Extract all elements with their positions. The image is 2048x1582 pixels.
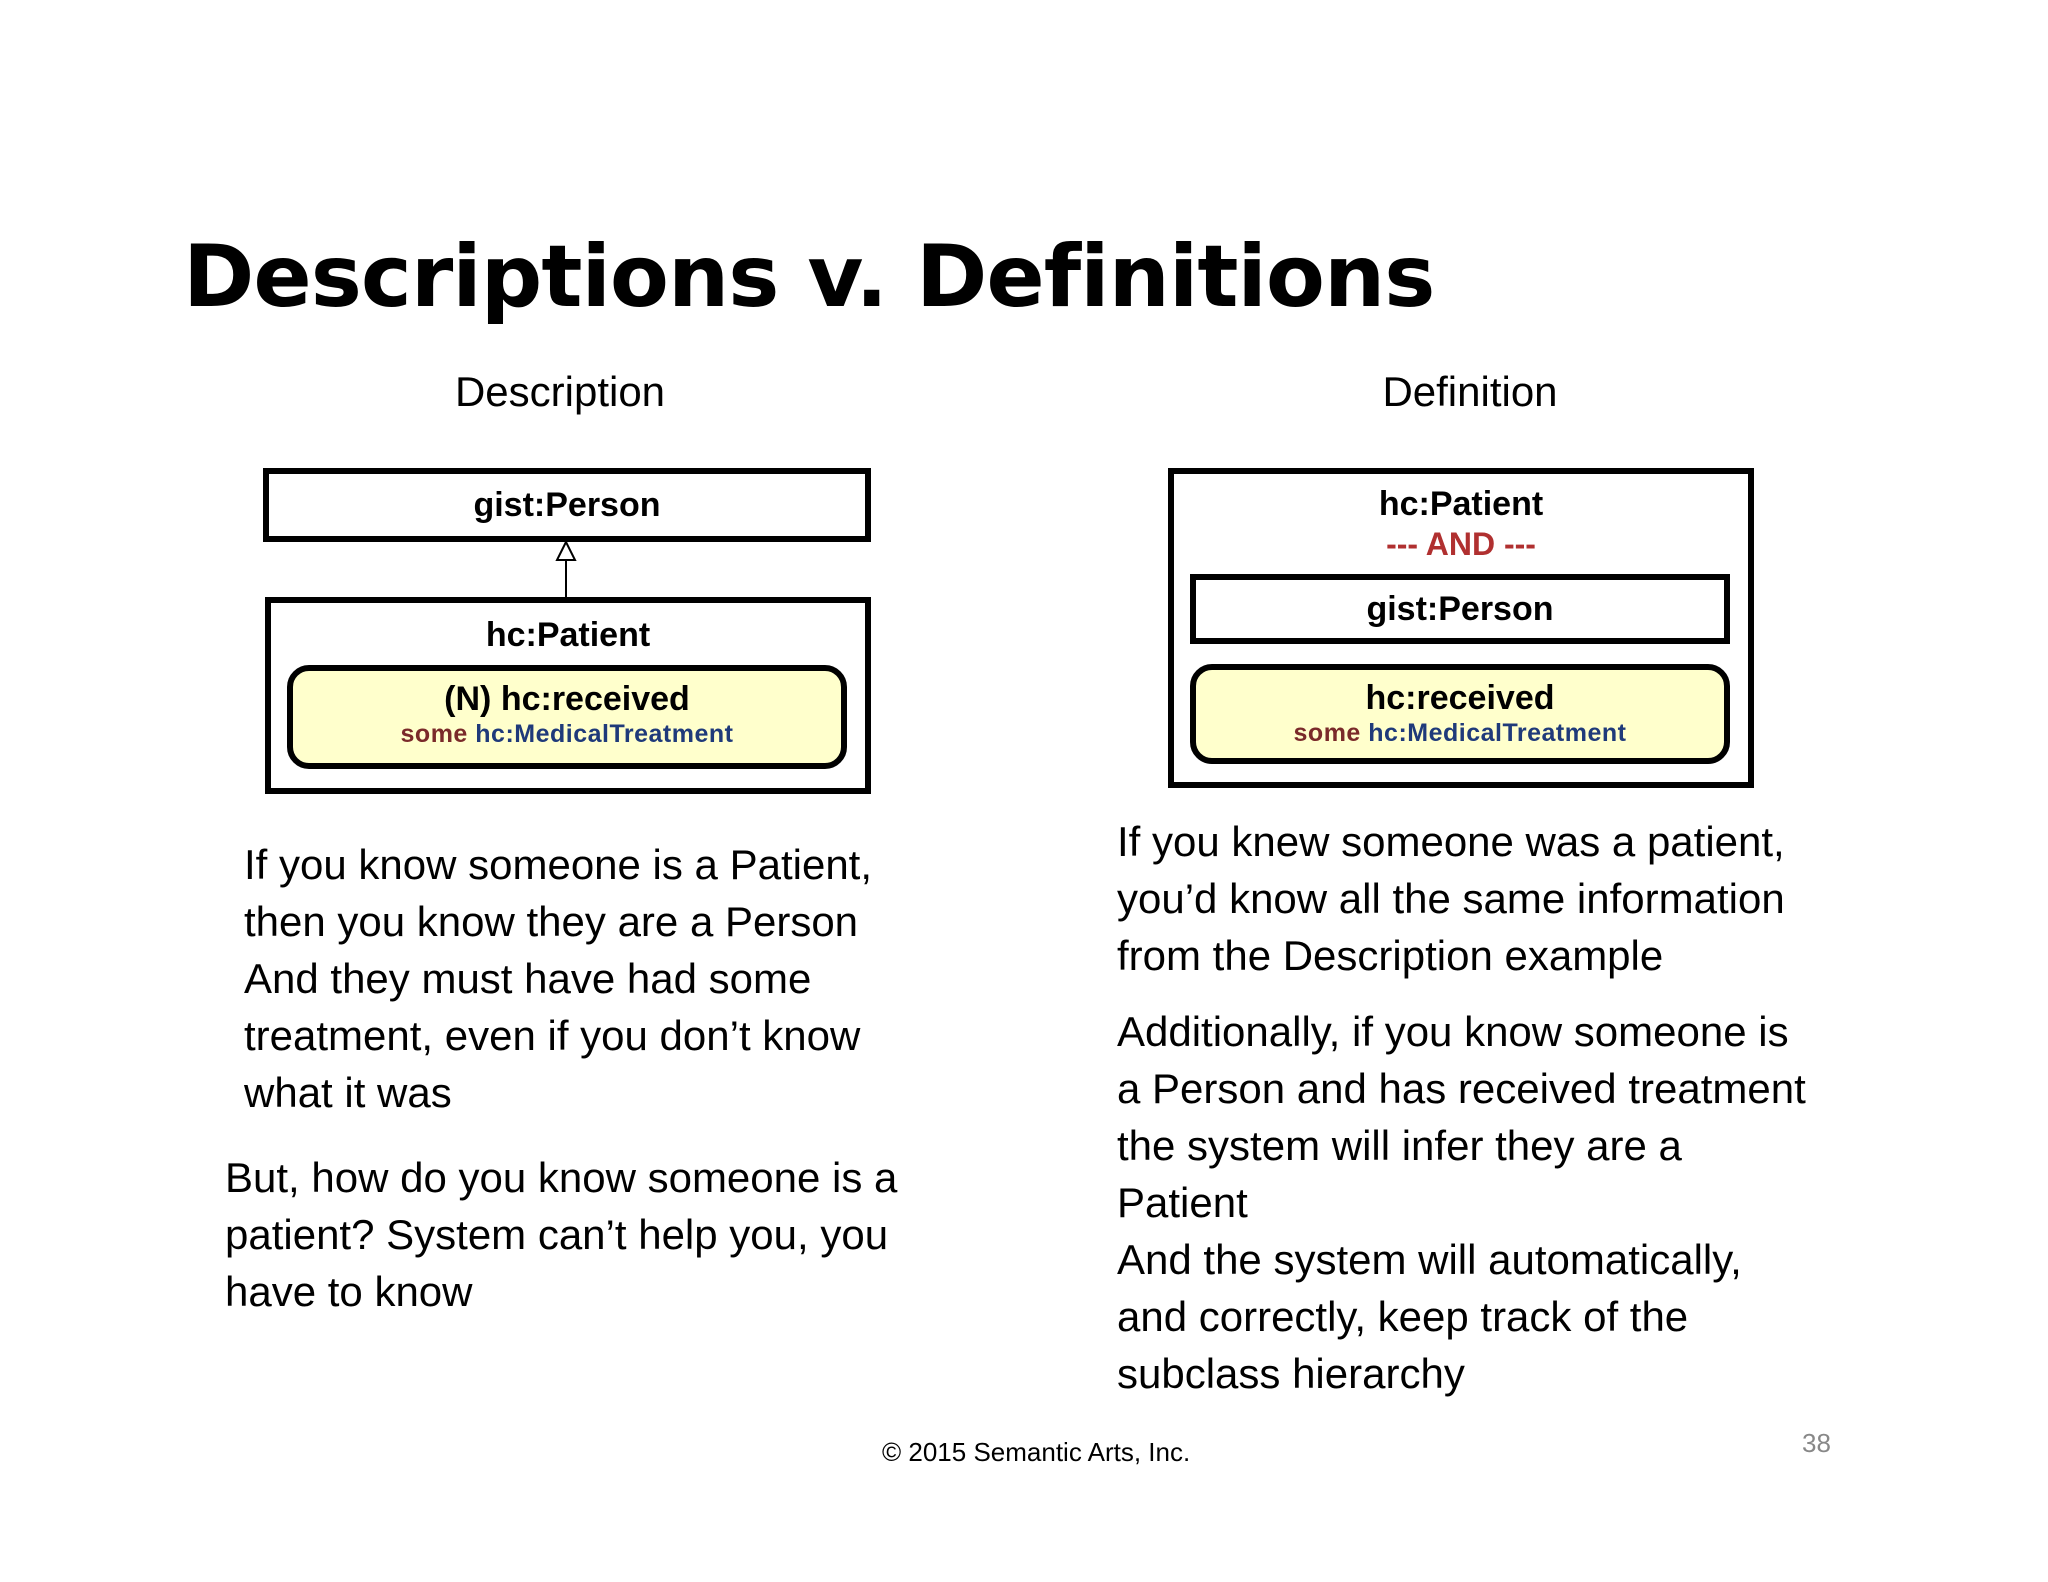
gist-person-box [263,468,871,542]
gist-person-label: gist:Person [473,486,661,524]
definition-restriction-keyword: some [1293,719,1361,747]
text-line: treatment, even if you don’t know [244,1012,861,1059]
and-label: --- AND --- [1386,526,1536,562]
page-number: 38 [1802,1428,1831,1458]
restriction-class: hc:MedicalTreatment [475,720,734,748]
definition-paragraph-2 [1117,1003,1897,1402]
text-line: then you know they are a Person [244,898,859,945]
text-line: what it was [244,1069,452,1116]
text-line: And they must have had some [244,955,812,1002]
description-paragraph-2 [225,1149,965,1320]
gist-person-inner-box [1190,574,1730,644]
definition-paragraph-1 [1117,813,1897,984]
restriction-keyword: some [400,720,468,748]
text-line: and correctly, keep track of the [1117,1293,1689,1340]
definition-heading: Definition [1382,368,1558,415]
hc-patient-definition-label: hc:Patient [1378,485,1544,523]
text-line: the system will infer they are a [1117,1122,1682,1169]
restriction-main: (N) hc:received [444,680,690,718]
text-line: patient? System can’t help you, you [225,1211,889,1258]
definition-restriction-sub [1196,718,1724,748]
text-line: And the system will automatically, [1117,1236,1742,1283]
description-heading: Description [454,368,666,415]
text-line: If you know someone is a Patient, [244,841,873,888]
text-line: Additionally, if you know someone is [1117,1008,1789,1055]
text-line: subclass hierarchy [1117,1350,1465,1397]
restriction-sub [293,719,841,749]
text-line: from the Description example [1117,932,1664,979]
text-line: If you knew someone was a patient, [1117,818,1785,865]
subclass-arrow [546,540,586,602]
hc-patient-label: hc:Patient [485,616,651,654]
gist-person-inner-label: gist:Person [1366,590,1554,628]
text-line: a Person and has received treatment [1117,1065,1806,1112]
text-line: Patient [1117,1179,1248,1226]
definition-restriction-pill [1190,664,1730,764]
description-paragraph-1 [244,836,964,1121]
definition-restriction-class: hc:MedicalTreatment [1368,719,1627,747]
definition-restriction-main: hc:received [1365,679,1555,717]
text-line: have to know [225,1268,473,1315]
text-line: you’d know all the same information [1117,875,1785,922]
slide-title: Descriptions v. Definitions [183,227,1435,327]
text-line: But, how do you know someone is a [225,1154,898,1201]
copyright-footer: © 2015 Semantic Arts, Inc. [882,1437,1191,1467]
restriction-pill [287,665,847,769]
